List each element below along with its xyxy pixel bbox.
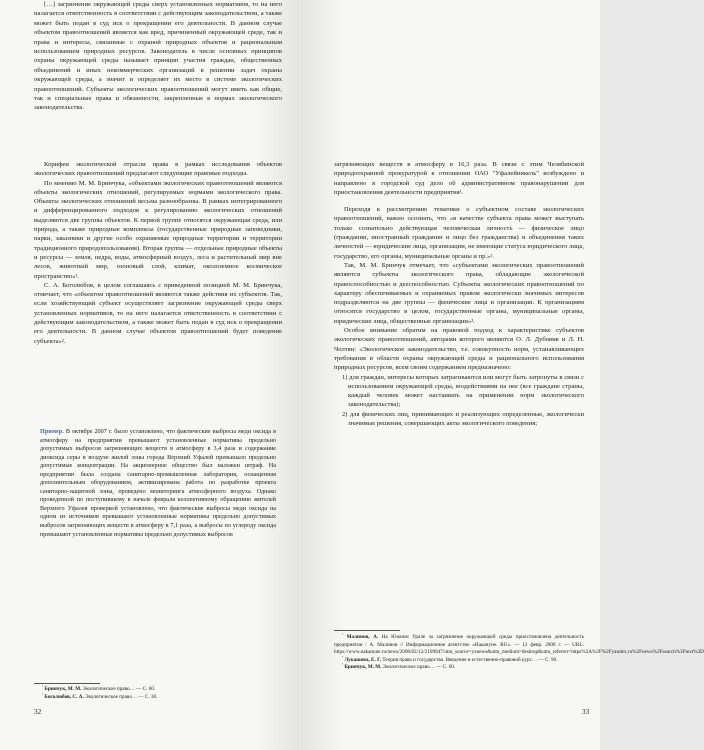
paragraph: Корифеи экологической отрасли права в рамках исследования объектов экологических правоотношений предлагают следующие правовые подходы. xyxy=(34,161,282,178)
footnote-number: ¹ xyxy=(342,632,344,637)
footnote-number: ³ xyxy=(342,662,344,667)
footnote-text: Теория права и государства. Введение в естественно-правовой курс… — С. 90. xyxy=(382,656,558,663)
left-page xyxy=(0,0,300,750)
top-paragraph: […] загрязнение окружающей среды сверх установленных нормативов, то на него налагается ответственность в соответствии с действующим законодательством, а также может быть подан в суд иск о прекращении его деятельности. В данном случае объектом правоотношений является как вред, причиненный окружающей среде, так и права и интересы, связанные с охраной природных объектов и рациональным использованием природных ресурсов. Законодатель в числе основных принципов охраны окружающей среды называет принцип участия граждан, общественных объединений и иных некоммерческих организаций в решении задач охраны окружающей среды, а значит и определяет их место в системе экологических правоотношений. Субъекты экологических правоотношений могут иметь как общие, так и специальные права и обязанности, закрепленные в нормах экологического законодательства. xyxy=(34,1,282,112)
footnote-number: ² xyxy=(342,655,344,660)
footnote-author: Боголюбов, С. А. xyxy=(44,693,84,700)
footnote-number: ¹ xyxy=(42,684,44,689)
example-text: В октябре 2007 г. было установлено, что фактические выбросы меди оксида в атмосферу на предприятии превышают установленные нормативы предельно допустимых выбросов загрязняющих веществ в атмосферу в 3,4 раза и содержание диоксида серы в воздухе жилой зоны города Верхний Уфалей превышало предельно допустимые концентрации. На акционерное общество был наложен штраф. На предприятии была создана санитарно-промышленная лаборатория, оснащенная дополнительным оборудованием, активизирована работа по разработке проекта санитарно-защитной зоны, проведено мониторинга атмосферного воздуха. Однако проведенной по поступившему в начале февраля коллективному обращению жителей Верхнего Уфалея проверкой установлено, что фактические выбросы меди оксида на одном из источников превышают установленные нормативы предельно допустимых выбросов загрязняющих веществ в атмосферу в 7,1 раза, а выбросы по углероду оксида превышают установленные нормативы предельно допустимых выбросов xyxy=(40,428,276,538)
paragraph: По мнению М. М. Бринчука, «объектами экологических правоотношений являются объекты экологических отношений, регулируемых нормами экологического права. Объекты экологических отношений весьма разнообразны. В рамках интегрированного и дифференцированного подходов к регулированию экологических отношений выделяются две группы объектов. К первой группе относятся окружающая среда, или природа, а также природные комплексы (государственные природные заповедники, парки, заказники и другие особо охраняемые природные территории и территории традиционного природопользования). Вторая группа — отдельные природные объекты и ресурсы — земля, недра, воды, атмосферный воздух, леса и растительный мир вне лесов, животный мир, озоновый слой, климат, околоземное космическое пространство»¹. xyxy=(34,179,282,280)
footnote-text: Экологическое право… — С. 60. xyxy=(382,664,456,671)
example-continuation: загрязняющих веществ в атмосферу в 16,3 раза. В связи с этим Челябинской природоохранной прокуратурой в отношении ОАО "Уфалейникель" возбуждено и направлено в городской суд дело об административном правонарушении для приостановления деятельности предприятия¹. xyxy=(334,161,584,196)
page-number: 32 xyxy=(34,708,42,716)
footnote-text: На Южном Урале за загрязнение окружающей среды приостановлена деятельность предприятия / А. Малинов // Информационное агентство «Накануне. RU». — 12 февр. 2008 г. — URL: https://www.nakanune.ru/news/2008/02/12/2109847/utm_source=yxnews&utm_medium=desktop&utm_referrer=https%3A%2F%2Fyandex.ru%2Fnews%2Fsearch%3Ftext%3D xyxy=(334,634,704,656)
list-item: 1) для граждан, интересы которых затрагиваются или могут быть затронуты в связи с использованием окружающей среды, воздействиями на нее (все граждане страны, каждый человек может настаивать на применении норм экологического законодательства); xyxy=(342,373,584,409)
footnote-number: ² xyxy=(42,692,44,697)
left-footnotes xyxy=(34,686,282,702)
footnote xyxy=(334,664,584,672)
example-heading: Пример. xyxy=(40,428,64,435)
paragraph: С. А. Боголюбов, в целом соглашаясь с приведенной позицией М. М. Бринчука, отмечает, что «объектом правоотношений являются также действия их субъектов. Так, если хозяйствующий субъект осуществляет загрязнение окружающей среды сверх установленных нормативов, то на него налагается ответственность в соответствии с действующим законодательством, а также может быть подан в суд иск о прекращении его деятельности. В данном случае объектом правоотношений будет поведение субъекта»². xyxy=(34,281,282,345)
footnote-text: Экологическое право… — С. 30. xyxy=(85,693,158,700)
left-page-top-paragraph xyxy=(34,0,282,151)
example-block xyxy=(40,428,276,539)
paragraph: Переходя к рассмотрению тематики о субъектном составе экологических правоотношений, важно осознать, что «в качестве субъекта права может выступать только сознательно действующая человеческая личность — физическое лицо (гражданин, иностранный гражданин и лицо без гражданства) и объединения таких личностей — юридические лица, организации, не имеющие статуса юридического лица, государство, его органы, муниципальные органы и пр.»². xyxy=(334,206,584,260)
right-page-body xyxy=(334,160,584,428)
footnote xyxy=(34,694,282,702)
paragraph: Так, М. М. Бринчук отмечает, что «субъектами экологических правоотношений являются субъекты экологического права, обладающие экологической правоспособностью и дееспособностью. Субъекты экологических правоотношений по характеру обеспечиваемых и охраняемых правом экологически значимых интересов подразделяются на две группы — физические лица и организации. К организациям относятся государство в целом, государственные органы, муниципальные органы, юридические лица, общественные организации»³. xyxy=(334,261,584,325)
list-item: 2) для физических лиц, принимающих и реализующих определенные, экологически значимые решения, совершающих акты экологического поведения; xyxy=(342,410,584,428)
right-footnotes xyxy=(334,632,704,672)
footnote-author: Малинов, А. xyxy=(346,634,379,640)
page-number: 33 xyxy=(582,708,590,716)
footnote-author: Лукашова, Е. Г. xyxy=(344,656,382,663)
footnote-author: Бринчук, М. М. xyxy=(344,664,382,671)
right-page xyxy=(300,0,704,750)
footnote-divider xyxy=(334,630,400,631)
footnote-divider xyxy=(34,683,100,684)
left-page-body xyxy=(34,160,282,346)
footnote-text: Экологическое право… — С. 60. xyxy=(82,686,156,692)
paragraph: Особое внимание обратим на правовой подход к характеристике субъектов экологических правоотношений, авторами которого являются О. Л. Дубовик и Л. Н. Чолтян: «Экологическое законодательство, т.е. совокупность норм, устанавливающих требования в области охраны окружающей среды и рационального использования природных ресурсов, всем своим содержанием предназначено: xyxy=(334,327,584,372)
footnote-author: Бринчук, М. М. xyxy=(44,686,82,692)
